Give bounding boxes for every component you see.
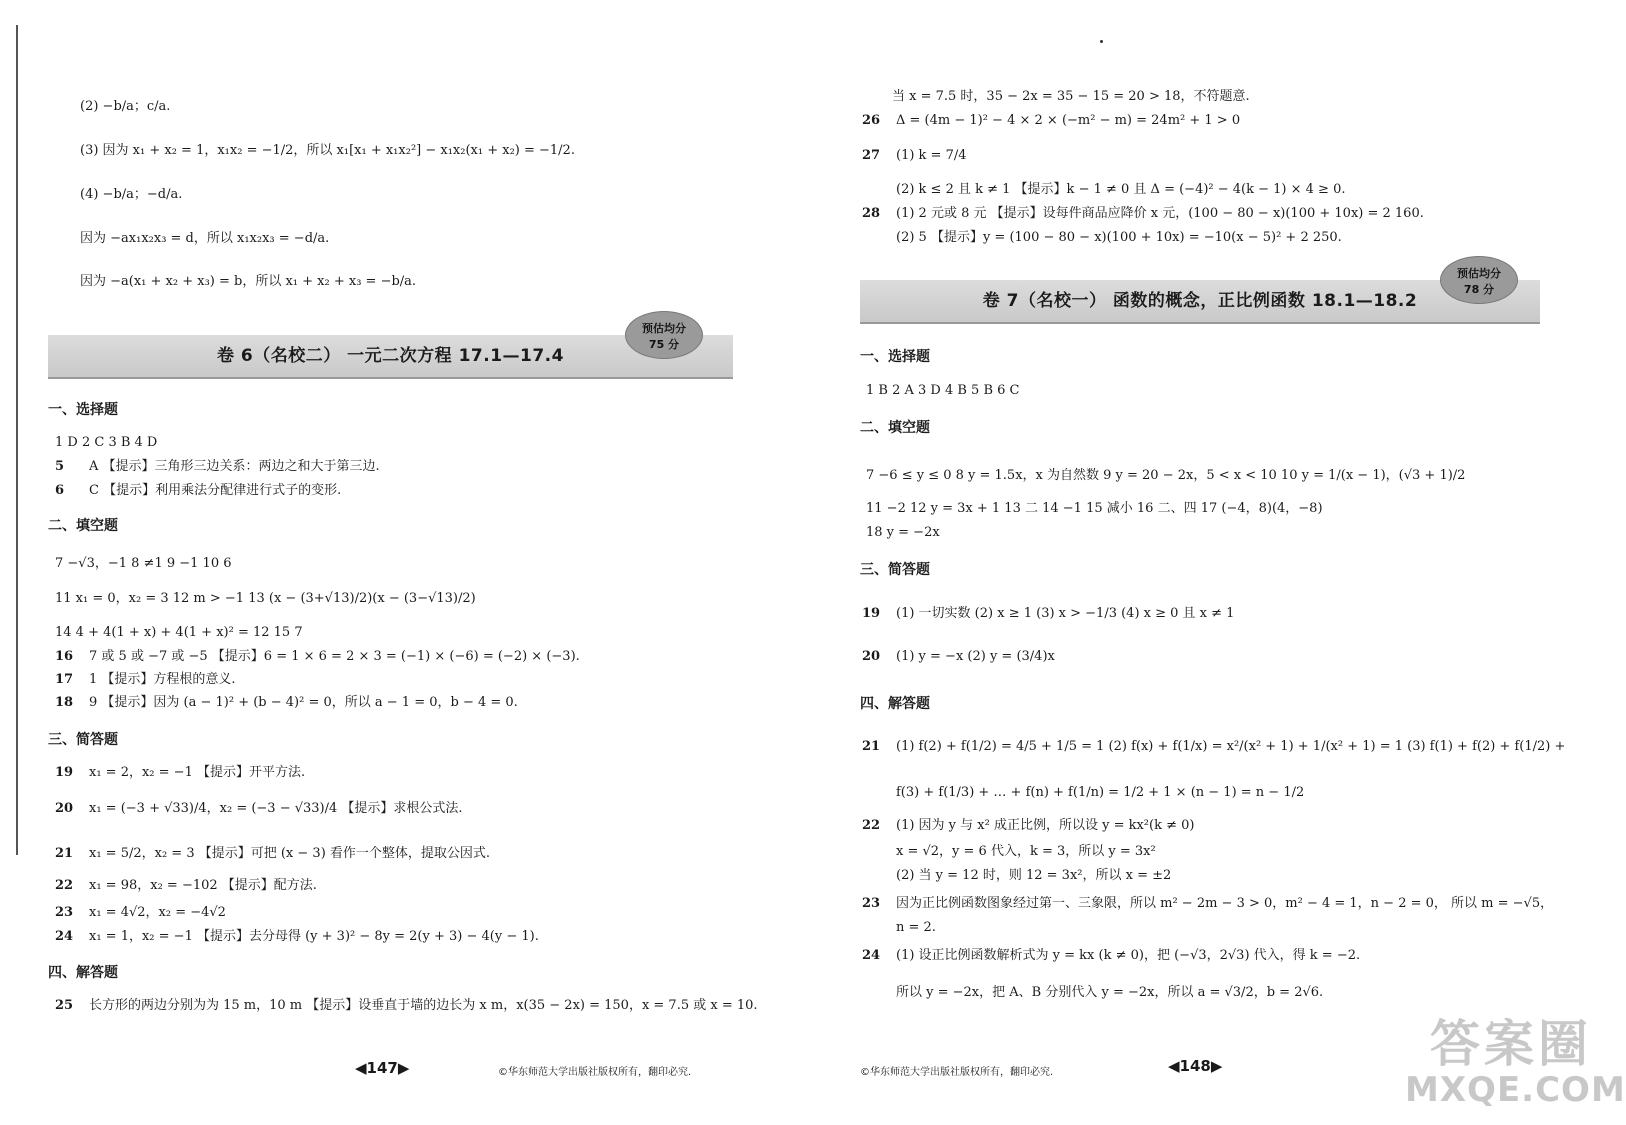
answer-line: (2) 5 【提示】y = (100 − 80 − x)(100 + 10x) = −10(x − 5)² + 2 250. — [896, 230, 1342, 245]
fill-answers: 11 x₁ = 0，x₂ = 3 12 m > −1 13 (x − (3+√13)/2)(x − (3−√13)/2) — [55, 591, 476, 606]
copyright-notice: ©华东师范大学出版社版权所有，翻印必究. — [860, 1067, 1054, 1078]
answer-line: (3) 因为 x₁ + x₂ = 1，x₁x₂ = −1/2，所以 x₁[x₁ + x₁x₂²] − x₁x₂(x₁ + x₂) = −1/2. — [80, 143, 575, 158]
answer-line: 因为 −a(x₁ + x₂ + x₃) = b，所以 x₁ + x₂ + x₃ = −b/a. — [80, 274, 417, 289]
answer-line: 16 7 或 5 或 −7 或 −5 【提示】6 = 1 × 6 = 2 × 3 = (−1) × (−6) = (−2) × (−3). — [55, 649, 580, 664]
section-heading: 四、解答题 — [860, 696, 930, 712]
answer-line: 所以 y = −2x，把 A、B 分别代入 y = −2x，所以 a = √3/2，b = 2√6. — [896, 985, 1324, 1000]
answer-line: 20 (1) y = −x (2) y = (3/4)x — [862, 649, 1055, 664]
choice-answers: 1 D 2 C 3 B 4 D — [55, 435, 158, 450]
answer-line: (2) 当 y = 12 时，则 12 = 3x²，所以 x = ±2 — [896, 868, 1172, 883]
answer-line: (4) −b/a；−d/a. — [80, 187, 183, 202]
answer-line: 6 C 【提示】利用乘法分配律进行式子的变形. — [55, 483, 342, 498]
fill-answers: 7 −√3，−1 8 ≠1 9 −1 10 6 — [55, 556, 232, 571]
answer-line: 21 (1) f(2) + f(1/2) = 4/5 + 1/5 = 1 (2) f(x) + f(1/x) = x²/(x² + 1) + 1/(x² + 1) = 1 (3) f(1) + f(2) + f(1/2) + — [862, 739, 1566, 754]
answer-line: 17 1 【提示】方程根的意义. — [55, 672, 236, 687]
site-watermark — [1405, 1002, 1626, 1120]
answer-line: 因为 −ax₁x₂x₃ = d，所以 x₁x₂x₃ = −d/a. — [80, 231, 330, 246]
page-number: ◀148▶ — [1168, 1057, 1223, 1075]
choice-answers: 1 B 2 A 3 D 4 B 5 B 6 C — [866, 383, 1020, 398]
answer-line: 23 x₁ = 4√2，x₂ = −4√2 — [55, 905, 226, 920]
answer-line: 19 (1) 一切实数 (2) x ≥ 1 (3) x > −1/3 (4) x ≥ 0 且 x ≠ 1 — [862, 606, 1235, 621]
fill-answers: 7 −6 ≤ y ≤ 0 8 y = 1.5x，x 为自然数 9 y = 20 − 2x，5 < x < 10 10 y = 1/(x − 1)，(√3 + 1)/2 — [866, 468, 1466, 483]
answer-line: n = 2. — [896, 920, 936, 935]
banner-title: 卷 7（名校一） 函数的概念，正比例函数 18.1—18.2 — [982, 291, 1418, 311]
answer-line: f(3) + f(1/3) + … + f(n) + f(1/n) = 1/2 + 1 × (n − 1) = n − 1/2 — [896, 785, 1305, 800]
answer-line: (2) k ≤ 2 且 k ≠ 1 【提示】k − 1 ≠ 0 且 Δ = (−4)² − 4(k − 1) × 4 ≥ 0. — [896, 182, 1346, 197]
answer-line: 19 x₁ = 2，x₂ = −1 【提示】开平方法. — [55, 765, 306, 780]
answer-line: x = √2，y = 6 代入，k = 3，所以 y = 3x² — [896, 844, 1156, 859]
section-banner — [860, 280, 1540, 324]
answer-line: 21 x₁ = 5/2，x₂ = 3 【提示】可把 (x − 3) 看作一个整体，提取公因式. — [55, 846, 491, 861]
answer-line: 24 (1) 设正比例函数解析式为 y = kx (k ≠ 0)，把 (−√3，2√3) 代入，得 k = −2. — [862, 948, 1361, 963]
answer-line: 23 因为正比例函数图象经过第一、三象限，所以 m² − 2m − 3 > 0，m² − 4 = 1，n − 2 = 0， 所以 m = −√5， — [862, 896, 1554, 911]
section-heading: 二、填空题 — [860, 420, 930, 436]
section-heading: 二、填空题 — [48, 518, 118, 534]
answer-line: 28 (1) 2 元或 8 元 【提示】设每件商品应降价 x 元，(100 − 80 − x)(100 + 10x) = 2 160. — [862, 206, 1424, 221]
page-number: ◀147▶ — [355, 1059, 410, 1077]
answer-line: 20 x₁ = (−3 + √33)/4，x₂ = (−3 − √33)/4 【提示】求根公式法. — [55, 801, 463, 816]
section-heading: 四、解答题 — [48, 965, 118, 981]
answer-line: 18 9 【提示】因为 (a − 1)² + (b − 4)² = 0，所以 a − 1 = 0，b − 4 = 0. — [55, 695, 518, 710]
answer-line: (2) −b/a；c/a. — [80, 99, 171, 114]
badge-score: 75 分 — [648, 338, 680, 351]
left-page — [0, 0, 780, 1125]
answer-line: 22 x₁ = 98，x₂ = −102 【提示】配方法. — [55, 878, 317, 893]
banner-title: 卷 6（名校二） 一元二次方程 17.1—17.4 — [217, 346, 564, 366]
answer-line: 27 (1) k = 7/4 — [862, 148, 967, 163]
answer-line: 26 Δ = (4m − 1)² − 4 × 2 × (−m² − m) = 24m² + 1 > 0 — [862, 113, 1241, 128]
watermark-url: MXQE.COM — [1405, 1070, 1626, 1110]
answer-line: 22 (1) 因为 y 与 x² 成正比例，所以设 y = kx²(k ≠ 0) — [862, 818, 1195, 833]
badge-score: 78 分 — [1463, 283, 1495, 296]
right-page — [800, 0, 1580, 1125]
answer-line: 当 x = 7.5 时，35 − 2x = 35 − 15 = 20 > 18，不符题意. — [892, 89, 1250, 104]
badge-label: 预估均分 — [1457, 267, 1501, 280]
average-score-badge — [1440, 256, 1518, 304]
section-heading: 三、简答题 — [860, 562, 930, 578]
fill-answers: 14 4 + 4(1 + x) + 4(1 + x)² = 12 15 7 — [55, 625, 303, 640]
answer-line: 25 长方形的两边分别为为 15 m，10 m 【提示】设垂直于墙的边长为 x m，x(35 − 2x) = 150，x = 7.5 或 x = 10. — [55, 998, 758, 1013]
answer-line: 5 A 【提示】三角形三边关系：两边之和大于第三边. — [55, 459, 380, 474]
section-heading: 三、简答题 — [48, 732, 118, 748]
section-heading: 一、选择题 — [48, 402, 118, 418]
watermark-logo-text: 答案圈 — [1430, 1015, 1592, 1073]
answer-line: 24 x₁ = 1，x₂ = −1 【提示】去分母得 (y + 3)² − 8y = 2(y + 3) − 4(y − 1). — [55, 929, 539, 944]
copyright-notice: ©华东师范大学出版社版权所有，翻印必究. — [498, 1067, 692, 1078]
badge-label: 预估均分 — [642, 322, 686, 335]
section-heading: 一、选择题 — [860, 349, 930, 365]
average-score-badge — [625, 311, 703, 359]
fill-answers: 18 y = −2x — [866, 525, 940, 540]
fill-answers: 11 −2 12 y = 3x + 1 13 二 14 −1 15 减小 16 二、四 17 (−4，8)(4，−8) — [866, 501, 1323, 516]
